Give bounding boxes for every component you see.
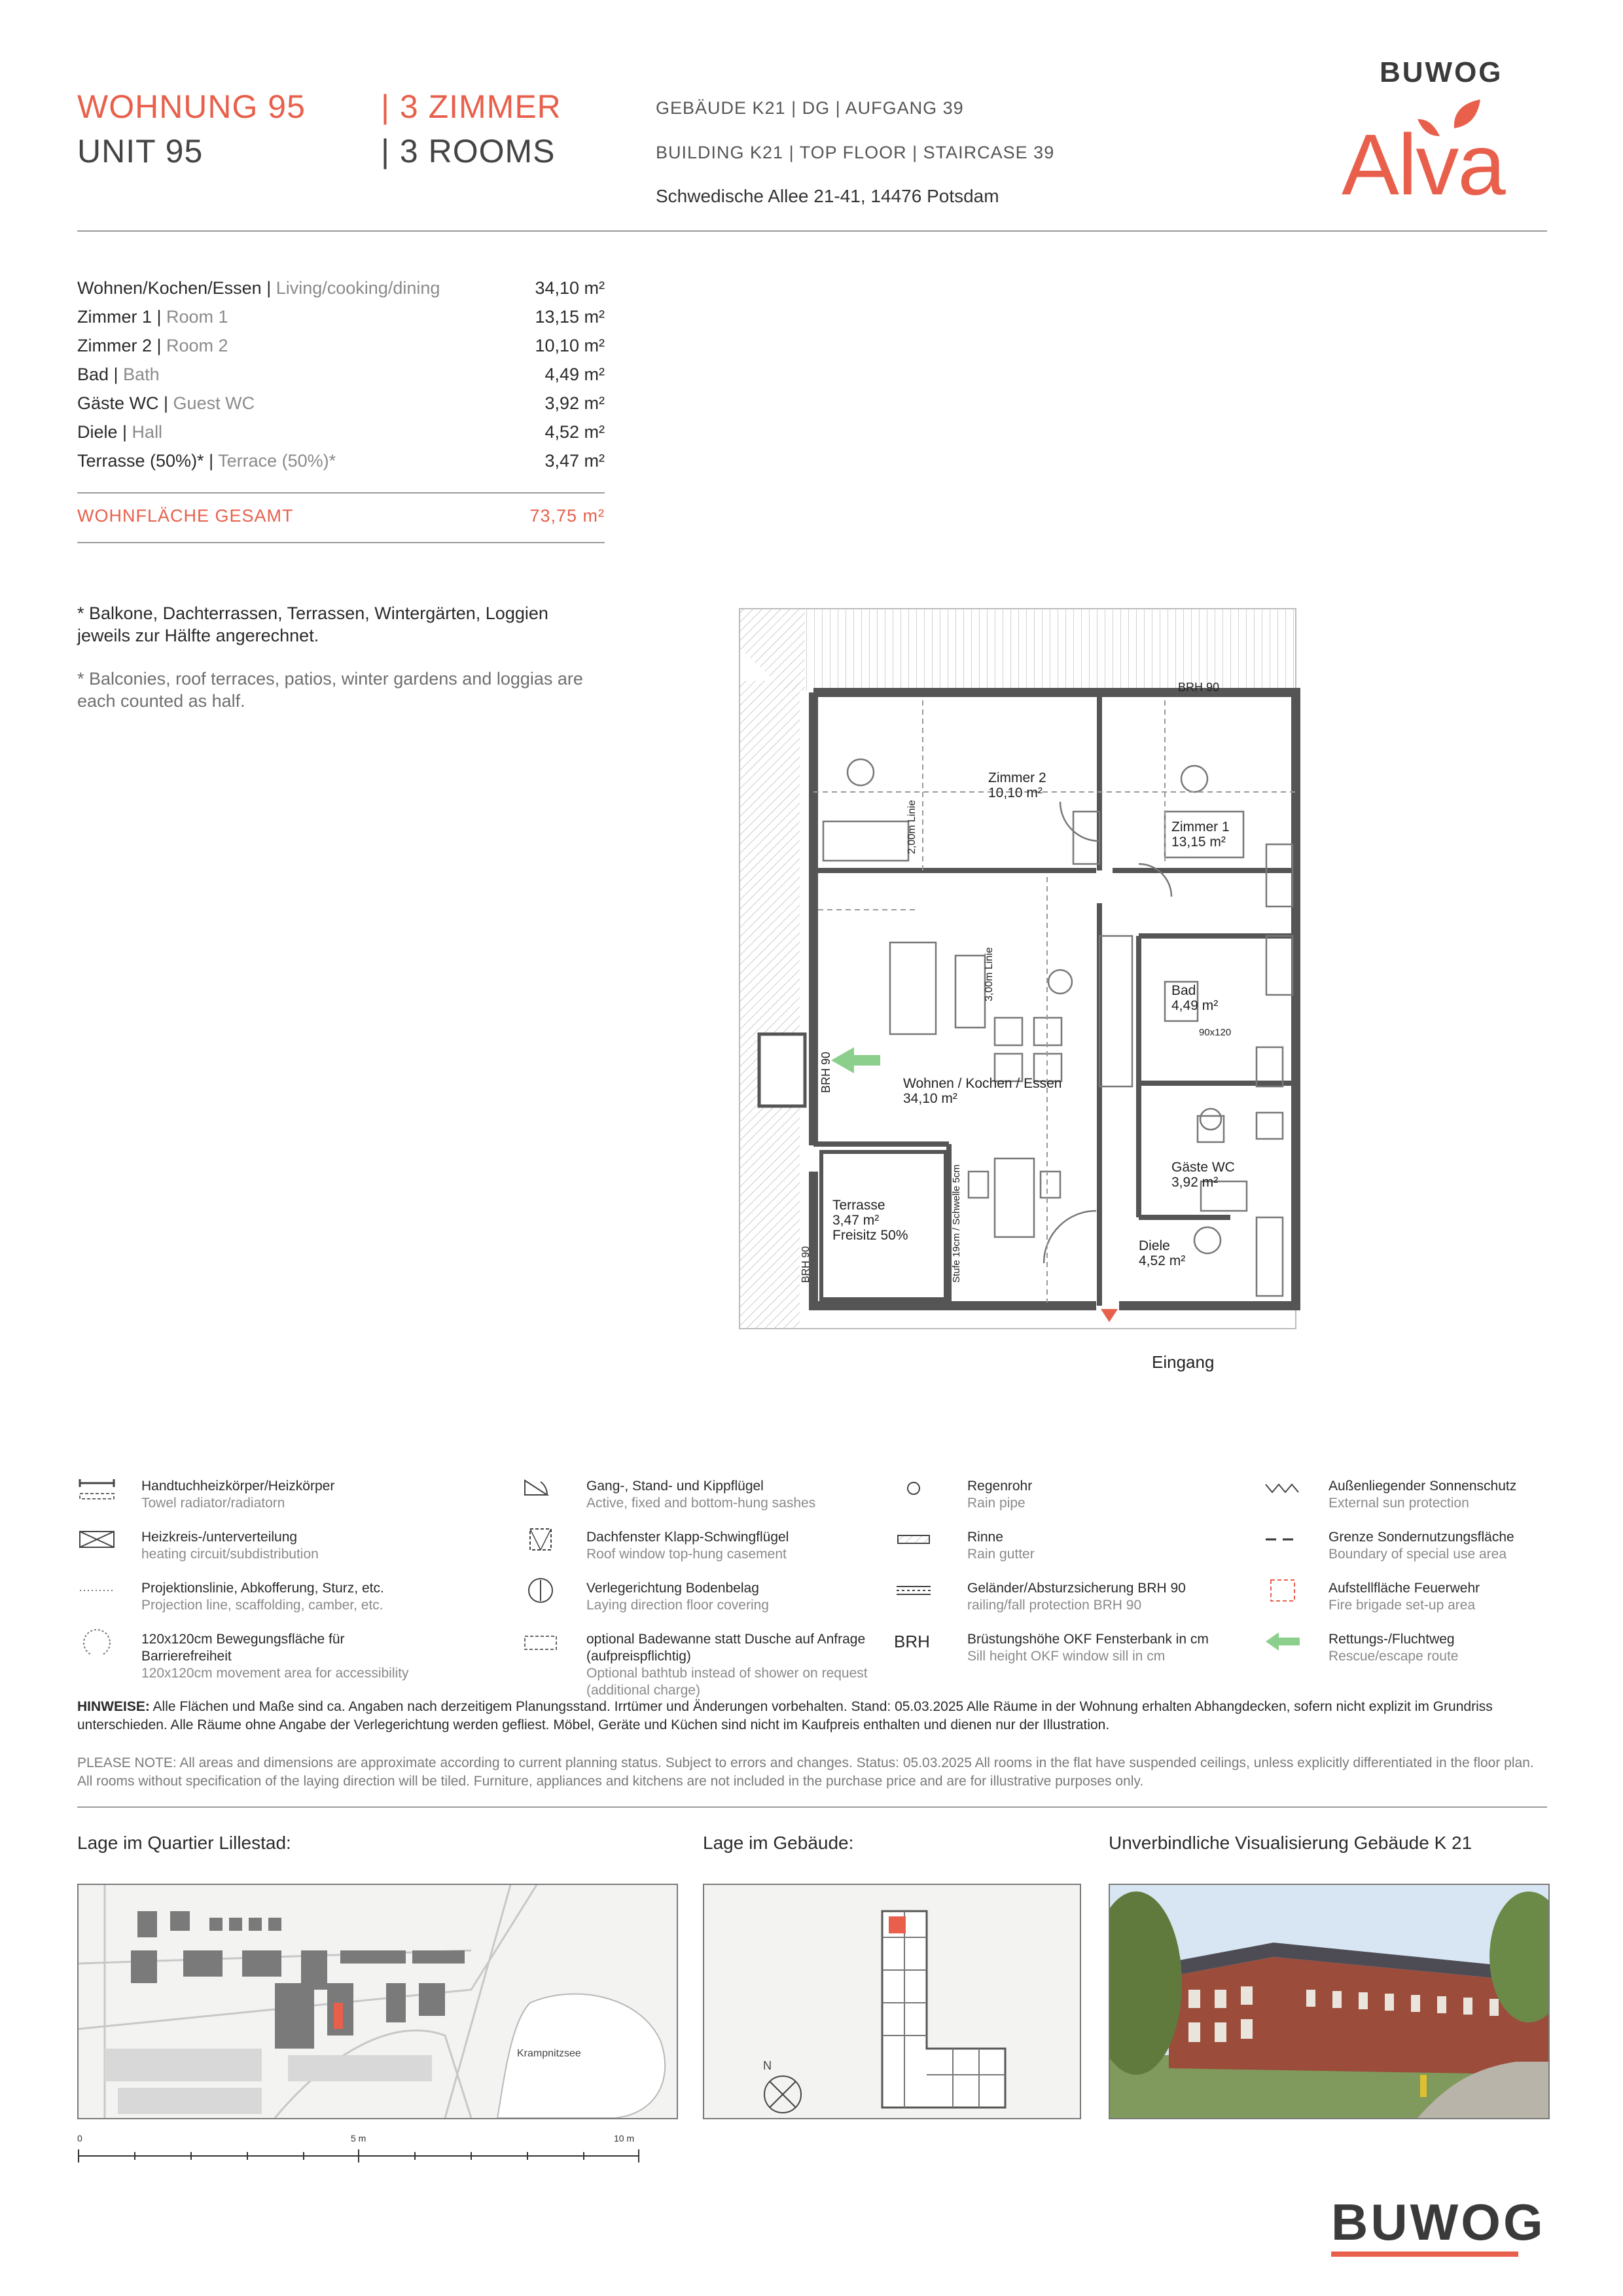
escape-arrow-icon: [1263, 1628, 1302, 1655]
hall-label: Diele: [1139, 1238, 1170, 1253]
scale-label-5: 5 m: [351, 2133, 366, 2144]
hall-area: 4,52 m²: [1139, 1253, 1186, 1268]
area-label-en: Living/cooking/dining: [271, 278, 440, 298]
legend-item: [967, 1529, 1255, 1563]
legend-item: [1329, 1529, 1616, 1563]
legend-label-de: Gang-, Stand- und Kippflügel: [586, 1479, 764, 1494]
address: Schwedische Allee 21-41, 14476 Potsdam: [656, 186, 999, 206]
legend-label-de: Handtuchheizkörper/Heizkörper: [141, 1479, 335, 1494]
bathtub-icon: [521, 1628, 560, 1655]
legend-label-de: Rettungs-/Fluchtweg: [1329, 1632, 1455, 1647]
area-label-de: Bad |: [77, 365, 118, 384]
legend-item: [967, 1478, 1255, 1512]
quarter-map: [77, 1884, 678, 2119]
notes-de-label: HINWEISE:: [77, 1699, 150, 1714]
area-label-en: Terrace (50%)*: [213, 451, 336, 471]
total-value: 73,75 m²: [529, 506, 605, 526]
unit-title-en: UNIT 95: [77, 133, 204, 170]
legend-label-de: Geländer/Absturzsicherung BRH 90: [967, 1581, 1186, 1596]
room1-label: Zimmer 1: [1171, 819, 1230, 834]
footnote-en: * Balconies, roof terraces, patios, winter gardens and loggias are each counted as half.: [77, 669, 583, 711]
area-label-en: Room 1: [161, 307, 228, 327]
notes-de: [77, 1698, 1547, 1734]
legend-label-de: Grenze Sondernutzungsfläche: [1329, 1530, 1514, 1545]
building-map: [703, 1884, 1081, 2119]
scale-label-0: 0: [77, 2133, 82, 2144]
legend-label-de: 120x120cm Bewegungsfläche für Barrierefreiheit: [141, 1632, 345, 1664]
legend-label-en: railing/fall protection BRH 90: [967, 1598, 1142, 1613]
escape-route-arrow: [831, 1047, 880, 1073]
area-value: 3,92 m²: [544, 393, 605, 413]
step-label: Stufe 19cm / Schwelle 5cm: [951, 1164, 962, 1283]
legend-label-en: Rain pipe: [967, 1496, 1026, 1511]
area-label-de: Terrasse (50%)* |: [77, 451, 214, 471]
roof-window-icon: [521, 1526, 560, 1552]
line-3m-label: 3,00m Linie: [984, 947, 995, 1001]
legend-label-en: External sun protection: [1329, 1496, 1469, 1511]
line-2m-label: 2,00m Linie: [906, 800, 918, 854]
legend-item: [967, 1580, 1255, 1614]
legend-label-de: Brüstungshöhe OKF Fensterbank in cm: [967, 1632, 1209, 1647]
legend-label-de: Dachfenster Klapp-Schwingflügel: [586, 1530, 789, 1545]
legend-label-de: Heizkreis-/unterverteilung: [141, 1530, 298, 1545]
legend-item: [141, 1631, 429, 1682]
brh-left-label: BRH 90: [819, 1051, 832, 1093]
area-row: [77, 302, 605, 331]
room2-label: Zimmer 2: [988, 770, 1046, 785]
brh-symbol: BRH: [894, 1632, 930, 1651]
area-row: [77, 331, 605, 360]
area-row: [77, 389, 605, 418]
subdistribution-icon: [77, 1526, 116, 1552]
legend-label-en: Active, fixed and bottom-hung sashes: [586, 1496, 816, 1511]
legend-item: [141, 1478, 429, 1512]
building-map-title: Lage im Gebäude:: [703, 1833, 854, 1853]
area-value: 10,10 m²: [535, 336, 605, 355]
legend-label-en: Laying direction floor covering: [586, 1598, 769, 1613]
guest-wc-label: Gäste WC: [1171, 1160, 1235, 1175]
legend-label-en: Fire brigade set-up area: [1329, 1598, 1476, 1613]
terrace-note: Freisitz 50%: [832, 1228, 908, 1243]
lake-label: Krampnitzsee: [517, 2048, 581, 2059]
total-label: WOHNFLÄCHE GESAMT: [77, 506, 294, 526]
area-label-de: Zimmer 2 |: [77, 336, 162, 355]
total-row: [77, 501, 605, 530]
table-divider: [77, 492, 605, 493]
legend-label-en: Sill height OKF window sill in cm: [967, 1649, 1166, 1664]
scale-ruler: [77, 2131, 640, 2170]
area-label-de: Diele |: [77, 422, 128, 442]
bath-area: 4,49 m²: [1171, 998, 1219, 1013]
legend-label-en: Rescue/escape route: [1329, 1649, 1459, 1664]
legend-label-de: Rinne: [967, 1530, 1003, 1545]
brh-terrace-label: BRH 90: [800, 1246, 812, 1283]
entrance-marker-icon: [1101, 1309, 1118, 1322]
legend-label-en: 120x120cm movement area for accessibility: [141, 1666, 409, 1681]
area-label-de: Wohnen/Kochen/Essen |: [77, 278, 272, 298]
area-row: [77, 274, 605, 302]
guest-wc-area: 3,92 m²: [1171, 1175, 1219, 1190]
legend-label-de: Regenrohr: [967, 1479, 1033, 1494]
rain-pipe-icon: [894, 1475, 933, 1501]
radiator-icon: [77, 1475, 116, 1501]
legend-item: [141, 1529, 429, 1563]
building-info-de: GEBÄUDE K21 | DG | AUFGANG 39: [656, 98, 964, 118]
legend-label-de: Außenliegender Sonnenschutz: [1329, 1479, 1517, 1494]
area-row: [77, 446, 605, 475]
bath-label: Bad: [1171, 983, 1196, 998]
unit-title-de: WOHNUNG 95: [77, 88, 306, 125]
terrace-label: Terrasse: [832, 1198, 885, 1213]
sun-protection-icon: [1263, 1475, 1302, 1501]
total-divider: [77, 542, 605, 543]
header-divider: [77, 230, 1547, 232]
area-label-en: Bath: [118, 365, 160, 384]
projection-line-icon: [77, 1577, 116, 1604]
buwog-brand-small: BUWOG: [1380, 56, 1503, 88]
rain-gutter-icon: [894, 1526, 933, 1552]
legend-item: [586, 1529, 874, 1563]
legend-item: [586, 1631, 874, 1699]
room1-area: 13,15 m²: [1171, 834, 1226, 850]
quarter-map-drawing: [79, 1885, 677, 2118]
rooms-title-en: | 3 ROOMS: [381, 133, 556, 170]
fire-area-icon: [1263, 1577, 1302, 1604]
area-label-en: Guest WC: [168, 393, 255, 413]
shower-size-label: 90x120: [1199, 1027, 1232, 1038]
notes-divider: [77, 1806, 1547, 1808]
brh-top-label: BRH 90: [1178, 681, 1220, 694]
area-row: [77, 360, 605, 389]
area-label-de: Gäste WC |: [77, 393, 169, 413]
legend-label-de: Verlegerichtung Bodenbelag: [586, 1581, 759, 1596]
legend-item: [586, 1478, 874, 1512]
building-map-drawing: [704, 1885, 1080, 2118]
building-rendering: [1110, 1885, 1548, 2118]
legend-label-en: heating circuit/subdistribution: [141, 1547, 319, 1562]
floor-plan: [720, 596, 1309, 1394]
building-highlight: [334, 2003, 343, 2029]
living-label: Wohnen / Kochen / Essen: [903, 1076, 1062, 1091]
area-value: 3,47 m²: [544, 451, 605, 471]
area-value: 4,49 m²: [544, 365, 605, 384]
living-area: 34,10 m²: [903, 1091, 957, 1106]
building-info-en: BUILDING K21 | TOP FLOOR | STAIRCASE 39: [656, 143, 1055, 162]
brh-icon: [894, 1628, 933, 1655]
area-label-en: Room 2: [161, 336, 228, 355]
brand-underline: [1331, 2251, 1518, 2257]
scale-label-10: 10 m: [614, 2133, 635, 2144]
legend-item: [1329, 1631, 1616, 1665]
legend-label-en: Projection line, scaffolding, camber, etc.: [141, 1598, 383, 1613]
terrace-area: 3,47 m²: [832, 1213, 880, 1228]
legend-label-de: optional Badewanne statt Dusche auf Anfrage (aufpreispflichtig): [586, 1632, 866, 1664]
railing-icon: [894, 1577, 933, 1604]
visualisation-title: Unverbindliche Visualisierung Gebäude K 21: [1109, 1833, 1472, 1853]
entrance-label: Eingang: [1152, 1352, 1215, 1372]
room2-area: 10,10 m²: [988, 785, 1043, 800]
area-label-de: Zimmer 1 |: [77, 307, 162, 327]
legend-item: [141, 1580, 429, 1614]
laying-direction-icon: [521, 1577, 560, 1604]
legend-item: [1329, 1580, 1616, 1614]
area-value: 34,10 m²: [535, 278, 605, 298]
area-value: 13,15 m²: [535, 307, 605, 327]
buwog-brand-footer: BUWOG: [1331, 2193, 1546, 2251]
legend-label-de: Aufstellfläche Feuerwehr: [1329, 1581, 1480, 1596]
legend-label-en: Towel radiator/radiatorn: [141, 1496, 285, 1511]
quarter-map-title: Lage im Quartier Lillestad:: [77, 1833, 291, 1853]
alva-wordmark: Alva: [1342, 117, 1505, 213]
unit-highlight: [889, 1916, 906, 1933]
visualisation-image: [1109, 1884, 1550, 2119]
rooms-title-de: | 3 ZIMMER: [381, 88, 562, 125]
north-label: N: [763, 2059, 772, 2072]
boundary-icon: [1263, 1526, 1302, 1552]
legend-label-en: Rain gutter: [967, 1547, 1035, 1562]
movement-area-icon: [77, 1628, 116, 1655]
legend-label-en: Roof window top-hung casement: [586, 1547, 787, 1562]
sash-icon: [521, 1475, 560, 1501]
area-row: [77, 418, 605, 446]
scale-bar: [77, 2131, 640, 2170]
legend-item: [1329, 1478, 1616, 1512]
notes-de-text: Alle Flächen und Maße sind ca. Angaben nach derzeitigem Planungsstand. Irrtümer und Änderungen vorbehalten. Stand: 05.03.2025 Alle Räume in der Wohnung erhalten Abhangdecken, sofern nicht explizit im Grundriss unterschieden. Alle Räume ohne Angabe der Verlegerichtung werden gefliest. Möbel, Geräte und Küchen sind nicht im Kaufpreis enthalten und dienen nur der Illustration.: [77, 1699, 1493, 1732]
area-label-en: Hall: [127, 422, 163, 442]
legend-item: [967, 1631, 1255, 1665]
area-value: 4,52 m²: [544, 422, 605, 442]
alva-logo: [1342, 97, 1512, 211]
legend-label-en: Optional bathtub instead of shower on request (additional charge): [586, 1666, 868, 1698]
legend-item: [586, 1580, 874, 1614]
legend-label-en: Boundary of special use area: [1329, 1547, 1507, 1562]
legend-label-de: Projektionslinie, Abkofferung, Sturz, etc.: [141, 1581, 384, 1596]
notes-en: PLEASE NOTE: All areas and dimensions are approximate according to current planning status. Subject to errors and changes. Status: 05.03.2025 All rooms in the flat have suspended ceilings, unless explicitly differentiated in the floor plan. All rooms without specification of the laying direction will be tiled. Furniture, appliances and kitchens are not included in the purchase price and are for illustrative purposes only.: [77, 1755, 1534, 1789]
footnote-de: * Balkone, Dachterrassen, Terrassen, Wintergärten, Loggien jeweils zur Hälfte angerechnet.: [77, 603, 548, 645]
